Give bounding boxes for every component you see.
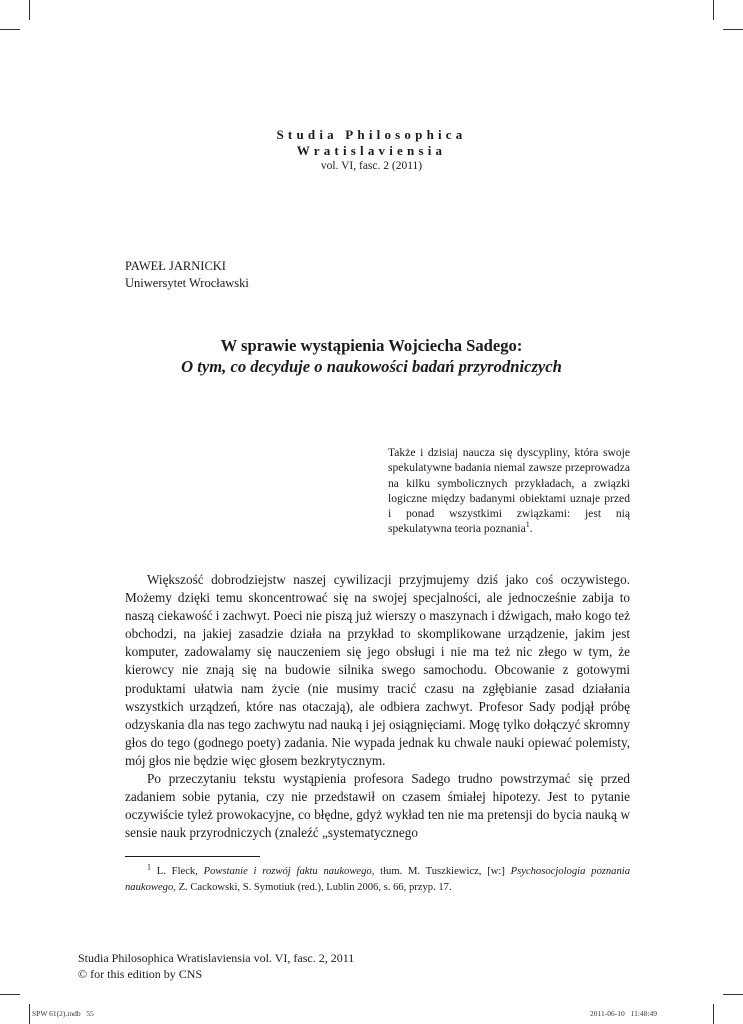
slug-file: SPW 61(2).indb 55 [32, 1009, 94, 1018]
journal-title-line1: Studia Philosophica [276, 127, 467, 142]
article-subtitle: O tym, co decyduje o naukowości badań przyrodniczych [181, 357, 562, 376]
copyright-notice [78, 950, 354, 982]
copyright-line2: © for this edition by CNS [78, 967, 203, 981]
journal-title-line2: Wratislaviensia [296, 143, 447, 158]
footnote-book-title: Powstanie i rozwój faktu naukowego [203, 866, 372, 877]
epigraph-footnote-ref[interactable]: 1 [525, 520, 530, 530]
paragraph: Większość dobrodziejstw naszej cywilizacji przyjmujemy dziś jako coś oczywistego. Możemy dzięki temu skoncentrować się na swojej specjalności, ale jednocześnie zabija to naszą ciekawość i zachwyt. Poeci nie piszą już wierszy o maszynach i dźwigach, mało kogo też obchodzi, na jakiej zasadzie działa na przykład to skomplikowane urządzenie, jakim jest komputer, zadowalamy się nauczeniem się jego obsługi i nie ma też nic złego w tym, że kierowcy nie znają się na budowie silnika swego samochodu. Obcowanie z gotowymi produktami ułatwia nam życie (nie musimy tracić czasu na zgłębianie zasad działania wszystkich urządzeń, które nas otaczają), ale odbiera zachwyt. Profesor Sady podjął próbę odzyskania dla nas tego zachwytu nad nauką i jej osiągnięciami. Mogę tylko dołączyć skromny głos do tego (godnego poety) zadania. Nie wypada jednak ku chwale nauki opiewać polemisty, mój głos nie będzie więc głosem bezkrytycznym. [125, 572, 630, 768]
footnote-collection-title: Psychosocjologia poznania naukowego [125, 866, 630, 893]
crop-mark-bottom-right-vertical [713, 1004, 714, 1024]
crop-mark-bottom-left-vertical [29, 1004, 30, 1024]
journal-volume: vol. VI, fasc. 2 (2011) [320, 160, 423, 172]
crop-mark-top-right-horizontal [723, 29, 743, 30]
author-block [125, 258, 249, 292]
crop-mark-top-right-vertical [713, 0, 714, 20]
paragraph: Po przeczytaniu tekstu wystąpienia profesora Sadego trudno powstrzymać się przed zadaniem sobie pytania, czy nie przedstawił on czasem śmiałej hipotezy. Jest to pytanie oczywiście tyleż prowokacyjne, co błędne, gdyż wykład ten nie ma pretensji do bycia nauką w sensie nauk przyrodniczych (znaleźć „systematycznego [125, 771, 630, 841]
print-slug-timestamp [590, 1009, 657, 1018]
footnote-translator: , tłum. M. Tuszkiewicz, [w:] [371, 866, 511, 877]
footnote-number: 1 [147, 862, 151, 872]
epigraph [388, 445, 630, 537]
epigraph-text: Także i dzisiaj naucza się dyscypliny, która swoje spekulatywne badania niemal zawsze przeprowadza na kilku symbolicznych przykładach, a związki logiczne między badanymi obiektami uznaje przed i ponad wszystkimi związkami: jest nią spekulatywna teoria poznania [388, 446, 630, 536]
article-title-main: W sprawie wystąpienia Wojciecha Sadego: [220, 336, 523, 355]
article-title [60, 335, 683, 377]
journal-header [0, 127, 743, 173]
slug-date: 2011-06-10 [590, 1009, 625, 1018]
crop-mark-top-left-vertical [29, 0, 30, 20]
author-name: PAWEŁ JARNICKI [125, 259, 226, 273]
footnote-publication: , Z. Cackowski, S. Symotiuk (red.), Lublin 2006, s. 66, przyp. 17. [173, 881, 452, 893]
author-affiliation: Uniwersytet Wrocławski [125, 276, 249, 290]
body-text [125, 571, 630, 842]
print-slug-file [32, 1009, 94, 1018]
epigraph-end: . [529, 522, 533, 536]
crop-mark-top-left-horizontal [0, 29, 20, 30]
copyright-line1: Studia Philosophica Wratislaviensia vol. VI, fasc. 2, 2011 [78, 951, 355, 965]
footnote-author: L. Fleck, [156, 866, 204, 877]
crop-mark-bottom-left-horizontal [0, 994, 20, 995]
slug-time: 11:48:49 [630, 1009, 657, 1018]
crop-mark-bottom-right-horizontal [723, 994, 743, 995]
footnote [125, 864, 630, 895]
footnote-separator [125, 856, 260, 857]
